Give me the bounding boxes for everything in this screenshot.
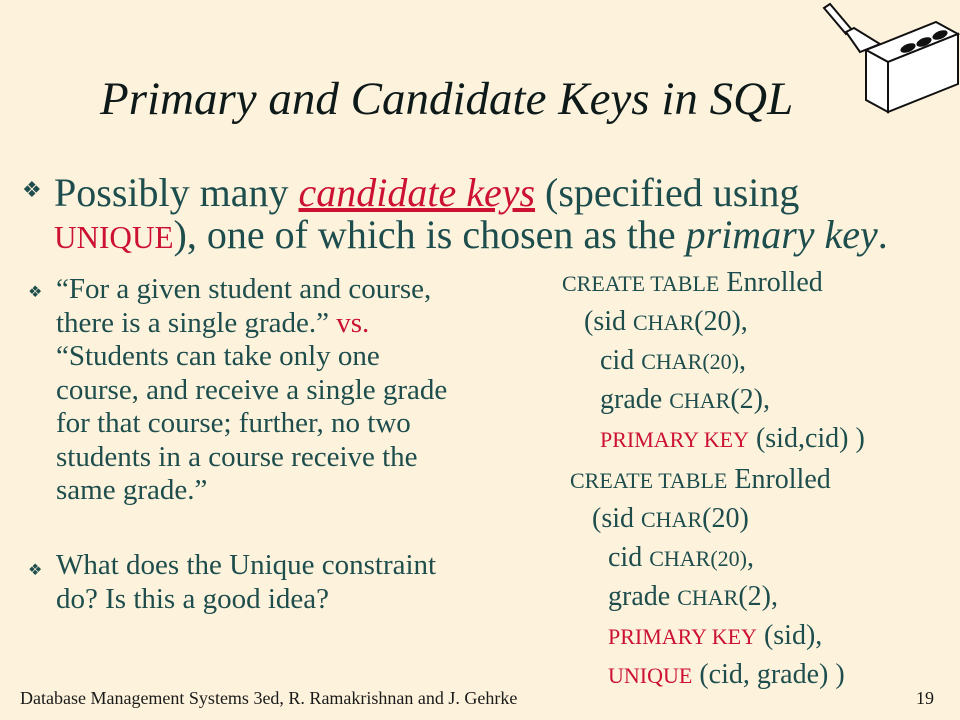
cid-end: ,: [747, 542, 754, 573]
bullet-icon: ❖: [22, 177, 42, 202]
primary-key-keyword: PRIMARY KEY: [608, 624, 757, 649]
sid-length: (20),: [694, 306, 748, 337]
main-bullet-text-a: Possibly many: [54, 170, 299, 215]
sub-bullet-2-line-1: What does the Unique constraint: [56, 549, 437, 581]
sub-bullet-1-line-3: “Students can take only one: [56, 340, 380, 372]
code-1-line-1: [562, 264, 865, 303]
primary-key-columns: (sid,cid) ): [748, 423, 865, 454]
unique-keyword: UNIQUE: [608, 663, 693, 688]
sub-bullet-2-line-2: do? Is this a good idea?: [56, 582, 330, 615]
create-table-keyword: CREATE TABLE: [562, 271, 720, 296]
sub-bullet-1-line-2: [56, 307, 447, 341]
footer-text: Database Management Systems 3ed, R. Ramakrishnan and J. Gehrke: [20, 688, 518, 708]
bullet-icon: ❖: [28, 562, 43, 579]
sub-bullet-1-line-4: course, and receive a single grade: [56, 373, 448, 406]
primary-key-keyword: PRIMARY KEY: [600, 427, 749, 452]
column-cid: cid: [600, 345, 642, 376]
create-table-keyword: CREATE TABLE: [570, 468, 728, 493]
main-bullet-line-2: [54, 214, 888, 259]
char-keyword: CHAR: [633, 310, 695, 335]
create-table-code-1: [562, 264, 865, 459]
column-sid: (sid: [592, 503, 641, 534]
page-number: 19: [916, 688, 934, 708]
primary-key-columns: (sid),: [756, 620, 823, 651]
main-bullet-text-c: ), one of which is chosen as the: [173, 212, 686, 257]
code-1-line-3: [562, 342, 865, 381]
main-bullet-line-1: [54, 172, 888, 214]
sub-bullet-1-line-7: same grade.”: [56, 474, 208, 506]
brick-and-trowel-icon: [816, 0, 960, 116]
code-1-line-2: [562, 303, 865, 342]
code-1-line-4: [562, 381, 865, 420]
column-grade: grade: [608, 581, 678, 612]
sub-bullet-1: [56, 273, 447, 508]
grade-length: (2),: [730, 384, 770, 415]
column-sid: (sid: [584, 306, 633, 337]
vs-keyword: vs.: [336, 306, 370, 339]
char-keyword: CHAR: [641, 507, 703, 532]
main-bullet-text-d: .: [877, 212, 888, 257]
code-2-line-1: [570, 461, 845, 500]
code-1-line-5: [562, 420, 865, 459]
column-cid: cid: [608, 542, 650, 573]
sub-bullet-1-line-1: “For a given student and course,: [56, 273, 432, 305]
bullet-icon: ❖: [28, 284, 43, 301]
sub-bullet-1-text: there is a single grade.”: [56, 306, 337, 339]
sid-length: (20): [702, 503, 749, 534]
code-2-line-5: [570, 617, 845, 656]
page-title: Primary and Candidate Keys in SQL: [100, 73, 794, 125]
main-bullet-text: [54, 172, 888, 259]
unique-columns: (cid, grade) ): [692, 659, 845, 690]
code-2-line-2: [570, 500, 845, 539]
code-2-line-4: [570, 578, 845, 617]
table-name: Enrolled: [727, 464, 831, 495]
cid-end: ,: [739, 345, 746, 376]
primary-key-emphasis: primary key: [685, 212, 878, 257]
candidate-keys-link: candidate keys: [298, 170, 536, 215]
sub-bullet-1-line-6: students in a course receive the: [56, 440, 418, 473]
sub-bullet-2: [56, 549, 436, 616]
column-grade: grade: [600, 384, 670, 415]
unique-keyword: UNIQUE: [54, 220, 174, 255]
code-2-line-6: [570, 656, 845, 695]
grade-length: (2),: [738, 581, 778, 612]
table-name: Enrolled: [719, 267, 823, 298]
code-2-line-3: [570, 539, 845, 578]
sub-bullet-1-line-5: for that course; further, no two: [56, 407, 411, 439]
cid-type: CHAR(20): [649, 546, 747, 571]
char-keyword: CHAR: [669, 388, 731, 413]
char-keyword: CHAR: [677, 585, 739, 610]
cid-type: CHAR(20): [641, 349, 739, 374]
main-bullet-text-b: (specified using: [535, 170, 800, 215]
create-table-code-2: [570, 461, 845, 695]
